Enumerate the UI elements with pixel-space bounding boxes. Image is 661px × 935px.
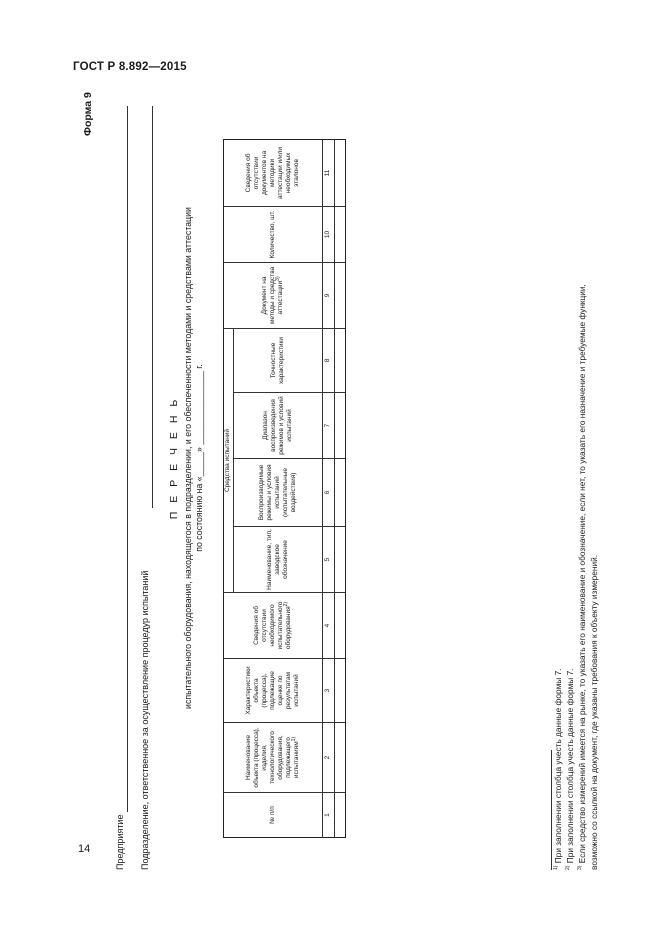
header-text-missing-equipment: Сведения об отсутствии необходимого испытательного оборудования (252, 601, 293, 650)
footnote-ref-3: 3) (274, 276, 281, 281)
footnote-mark: 2) (565, 865, 572, 870)
column-number-cell: 3 (323, 659, 335, 723)
header-cell-characteristics: Характеристики объекта (процесса), подлежащие оценке по результатам испытаний (224, 659, 323, 723)
page-number: 14 (78, 843, 91, 855)
header-cell-attestation-doc (224, 262, 323, 328)
empty-cell (335, 593, 346, 659)
footnote-text: Если средство измерений имеется на рынке, то указать его наименование и обозначение, если нет, то указать его назначение и требуемые функции, (577, 284, 587, 864)
header-cell-quantity: Количество, шт. (224, 206, 323, 262)
header-cell-object (224, 723, 323, 793)
empty-cell (335, 393, 346, 459)
header-text-attestation-doc: Документ на методы и средства аттестации (260, 266, 285, 325)
empty-cell (335, 139, 346, 206)
header-cell-range: Диапазон воспроизведения режимов и условий испытаний (234, 393, 323, 459)
rotated-form-content (70, 38, 610, 878)
footnote-mark: 1) (553, 865, 560, 870)
document-subtitle: испытательного оборудования, находящегося в подразделении, и его обеспеченности методами и средствами аттестации (183, 207, 193, 709)
standard-header: ГОСТ Р 8.892—2015 (73, 61, 187, 73)
footnote-text: возможно со ссылкой на документ, где указаны требования к объекту измерений. (589, 554, 599, 870)
header-text-object: Наименование объекта (процесса), изделия, технологического оборудования, подлежащего испытаниям (244, 727, 301, 788)
column-number-cell: 6 (323, 459, 335, 527)
enterprise-field-line (127, 106, 128, 812)
header-cell-missing-docs: Сведения об отсутствии документов на методики аттестации и/или необходимых эталонов (224, 139, 323, 206)
footnote-ref-2: 2) (283, 601, 290, 607)
column-number-cell: 10 (323, 206, 335, 262)
column-number-cell: 11 (323, 139, 335, 206)
department-label: Подразделение, ответственное за осуществление процедур испытаний (140, 570, 150, 870)
enterprise-label: Предприятие (115, 814, 125, 870)
column-number-cell: 5 (323, 527, 335, 593)
department-field-line (152, 106, 153, 508)
header-cell-number: № п/п (224, 793, 323, 838)
header-cell-test-means-group: Средства испытаний (224, 328, 234, 592)
footnote-mark: 3) (577, 865, 584, 870)
empty-cell (335, 328, 346, 392)
empty-cell (335, 723, 346, 793)
footnote-text: При заполнении столбца учесть данные формы 7. (565, 668, 575, 864)
column-number-cell: 7 (323, 393, 335, 459)
document-title: П Е Р Е Ч Е Н Ь (168, 396, 180, 520)
footnote-text: При заполнении столбца учесть данные формы 7. (553, 668, 563, 864)
footnote-2 (565, 669, 576, 870)
form-label: Форма 9 (82, 92, 94, 136)
table-header-row-group (224, 139, 234, 837)
footnote-ref-1: 1) (291, 736, 298, 742)
title-block (168, 38, 204, 878)
column-number-cell: 2 (323, 723, 335, 793)
date-line: по состоянию на «_____» _______________ г. (194, 364, 204, 552)
footnote-3-continued (589, 555, 600, 870)
column-number-cell: 8 (323, 328, 335, 392)
table-number-row (323, 139, 335, 837)
footnote-1 (553, 669, 564, 870)
header-cell-modes: Воспроизводимые режимы и условия испытаний (испытательные воздействия) (234, 459, 323, 527)
footnote-rule (551, 750, 552, 870)
column-number-cell: 1 (323, 793, 335, 838)
empty-cell (335, 527, 346, 593)
empty-cell (335, 793, 346, 838)
column-number-cell: 4 (323, 593, 335, 659)
header-cell-name-type: Наименование, тип, заводское обозначение (234, 527, 323, 593)
empty-cell (335, 659, 346, 723)
column-number-cell: 9 (323, 262, 335, 328)
empty-cell (335, 206, 346, 262)
header-cell-missing-equipment (224, 593, 323, 659)
header-cell-accuracy: Точностные характеристики (234, 328, 323, 392)
equipment-table (223, 139, 346, 838)
empty-cell (335, 459, 346, 527)
table-empty-row (335, 139, 346, 837)
footnote-3 (577, 284, 588, 870)
empty-cell (335, 262, 346, 328)
